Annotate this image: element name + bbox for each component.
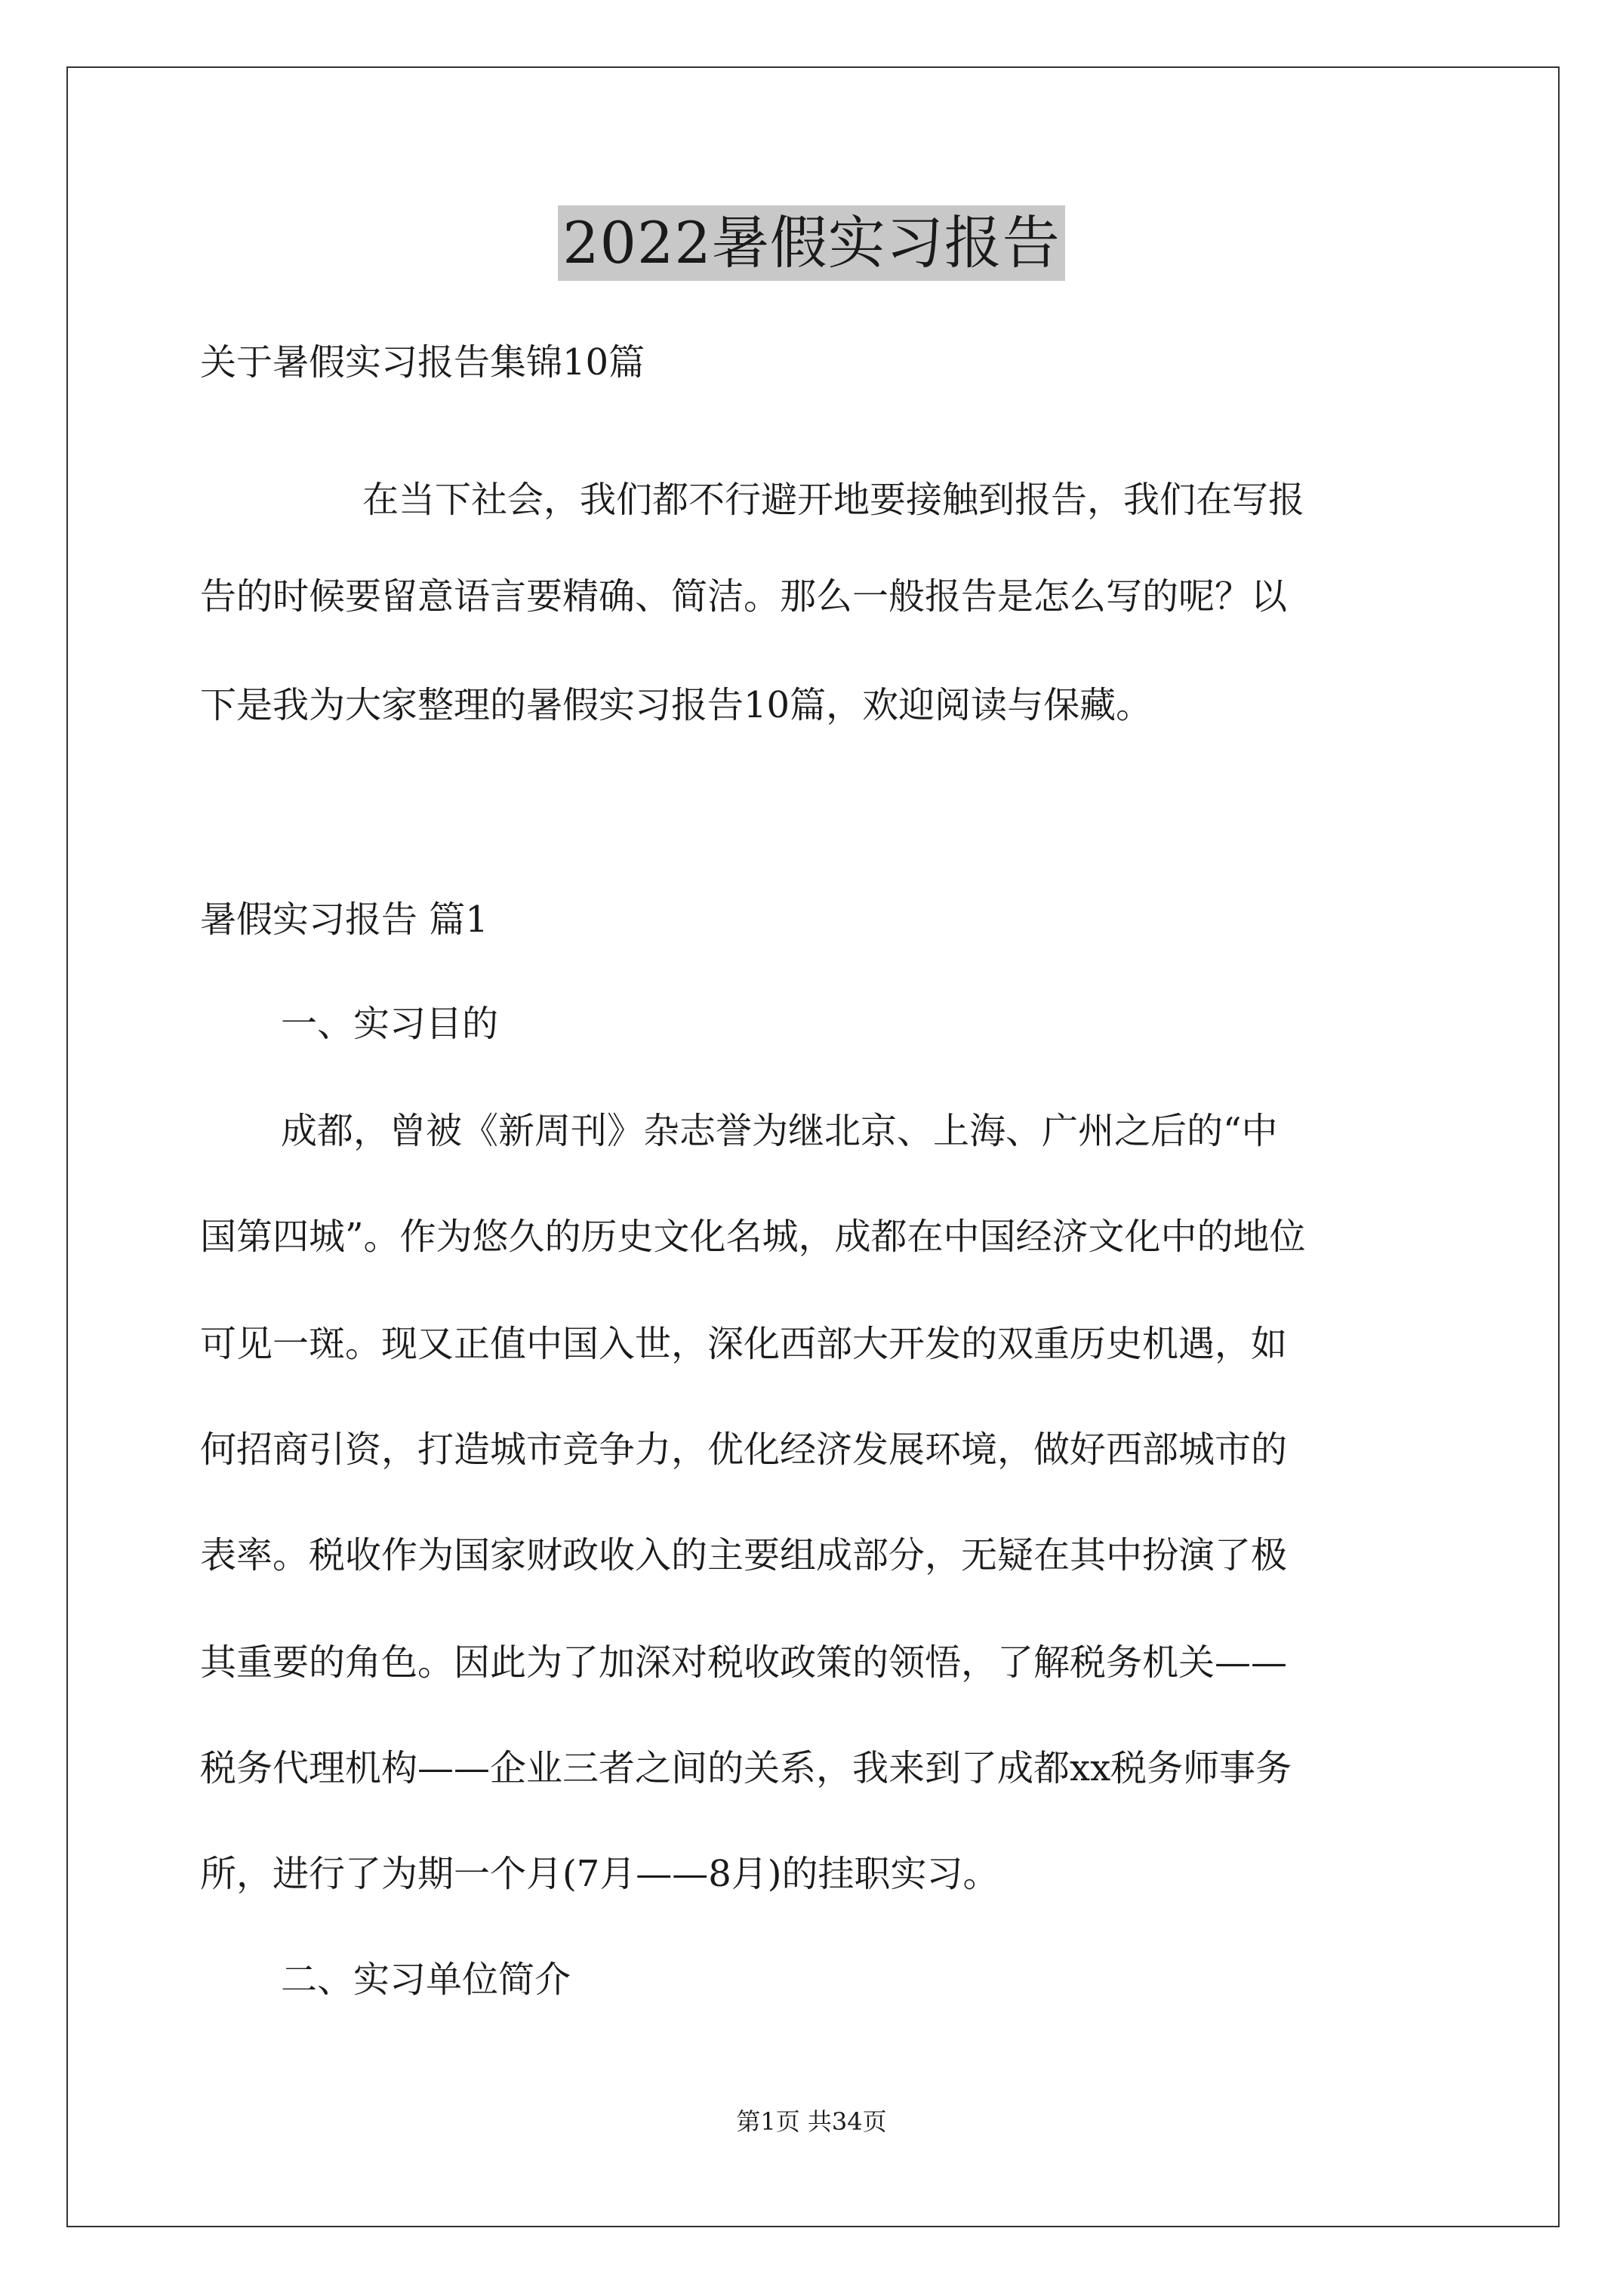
part1-line-3: 可见一斑。现又正值中国入世，深化西部大开发的双重历史机遇，如 xyxy=(200,1323,1288,1365)
part1-heading: 一、实习目的 xyxy=(281,1003,499,1045)
part1-line-6: 其重要的角色。因此为了加深对税收政策的领悟，了解税务机关—— xyxy=(200,1641,1288,1684)
part1-line-7: 税务代理机构——企业三者之间的关系，我来到了成都xx税务师事务 xyxy=(200,1747,1292,1789)
intro-line-2: 告的时候要留意语言要精确、简洁。那么一般报告是怎么写的呢？以 xyxy=(200,575,1288,618)
part1-line-5: 表率。税收作为国家财政收入的主要组成部分，无疑在其中扮演了极 xyxy=(200,1534,1288,1576)
page-footer: 第1页 共34页 xyxy=(736,2107,887,2136)
part1-line-2: 国第四城”。作为悠久的历史文化名城，成都在中国经济文化中的地位 xyxy=(200,1216,1306,1258)
part1-line-8: 所，进行了为期一个月(7月——8月)的挂职实习。 xyxy=(200,1853,999,1895)
title-container xyxy=(0,205,1623,281)
part1-line-1: 成都，曾被《新周刊》杂志誉为继北京、上海、广州之后的“中 xyxy=(281,1110,1278,1152)
part2-heading: 二、实习单位简介 xyxy=(281,1959,571,2001)
intro-line-1: 在当下社会，我们都不行避开地要接触到报告，我们在写报 xyxy=(362,479,1305,521)
document-title: 2022暑假实习报告 xyxy=(558,205,1064,281)
section-heading: 暑假实习报告 篇1 xyxy=(200,898,488,941)
part1-line-4: 何招商引资，打造城市竞争力，优化经济发展环境，做好西部城市的 xyxy=(200,1428,1288,1471)
intro-line-3: 下是我为大家整理的暑假实习报告10篇，欢迎阅读与保藏。 xyxy=(200,684,1153,726)
document-subtitle: 关于暑假实习报告集锦10篇 xyxy=(200,341,645,384)
